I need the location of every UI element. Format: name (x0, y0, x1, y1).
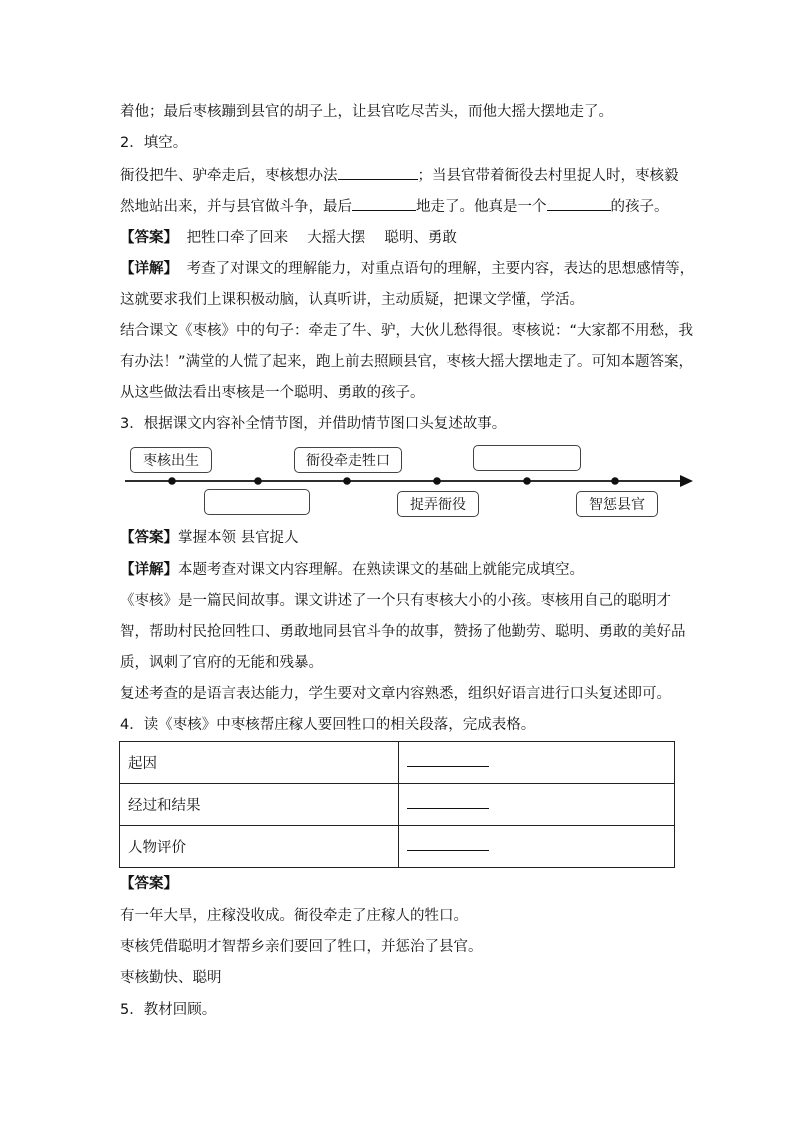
text-line: 枣核勤快、聪明 (120, 970, 222, 986)
fill-blank[interactable] (352, 196, 416, 211)
text-line: 有办法！”满堂的人慌了起来，跑上前去照顾县官，枣核大摇大摆地走了。可知本题答案， (120, 354, 694, 370)
cell-blank (407, 800, 489, 809)
timeline-point (433, 477, 441, 485)
answer-label: 【答案】 (120, 876, 178, 892)
table-row (120, 742, 675, 784)
table-cell-answer[interactable] (399, 784, 675, 826)
question-3: 3．根据课文内容补全情节图，并借助情节图口头复述故事。 (120, 416, 507, 432)
answer-text: 掌握本领 县官捉人 (178, 530, 299, 546)
timeline-point (168, 477, 176, 485)
timeline-point (254, 477, 262, 485)
answer-label: 【答案】 (120, 530, 178, 546)
text-line: 这就要求我们上课积极动脑，认真听讲，主动质疑，把课文学懂，学活。 (120, 292, 584, 308)
text-line: 结合课文《枣核》中的句子：牵走了牛、驴，大伙儿愁得很。枣核说：“大家都不用愁，我 (120, 323, 694, 339)
text-line: 质，讽刺了官府的无能和残暴。 (120, 655, 323, 671)
detail-3 (120, 560, 584, 580)
fill-line-2 (120, 196, 669, 217)
fill-text: 然地站出来，并与县官做斗争，最后 (120, 199, 352, 215)
fill-text: 衙役把牛、驴牵走后，枣核想办法 (120, 168, 338, 184)
table-row (120, 826, 675, 868)
detail-2 (120, 259, 694, 279)
text-line: 从这些做法看出枣核是一个聪明、勇敢的孩子。 (120, 385, 425, 401)
table-cell-label: 经过和结果 (120, 784, 399, 826)
detail-label: 【详解】 (120, 562, 178, 578)
timeline-box-punish: 智惩县官 (576, 491, 658, 517)
timeline-box-blank-bottom[interactable] (204, 489, 310, 515)
text-line: 复述考查的是语言表达能力，学生要对文章内容熟悉，组织好语言进行口头复述即可。 (120, 686, 671, 702)
question-2: 2．填空。 (120, 135, 188, 151)
text-line: 有一年大旱，庄稼没收成。衙役牵走了庄稼人的牲口。 (120, 908, 468, 924)
timeline-point (343, 477, 351, 485)
table-cell-label: 人物评价 (120, 826, 399, 868)
answer-label: 【答案】 (120, 230, 178, 246)
cell-blank (407, 842, 489, 851)
text-line: 智，帮助村民抢回牲口、勇敢地同县官斗争的故事，赞扬了他勤劳、聪明、勇敢的美好品 (120, 624, 686, 640)
table-cell-label: 起因 (120, 742, 399, 784)
fill-blank[interactable] (338, 165, 418, 180)
fill-line-1 (120, 165, 679, 186)
timeline-box-blank-top[interactable] (473, 445, 581, 471)
answer-3 (120, 528, 299, 548)
timeline-box-trick: 捉弄衙役 (397, 491, 479, 517)
timeline-point (611, 477, 619, 485)
text-line: 着他；最后枣核蹦到县官的胡子上，让县官吃尽苦头，而他大摇大摆地走了。 (120, 104, 613, 120)
question-5: 5．教材回顾。 (120, 1002, 217, 1018)
detail-text: 本题考查对课文内容理解。在熟读课文的基础上就能完成填空。 (178, 562, 584, 578)
text-line: 枣核凭借聪明才智帮乡亲们要回了牲口，并惩治了县官。 (120, 939, 483, 955)
table-row (120, 784, 675, 826)
detail-text: 考查了对课文的理解能力，对重点语句的理解，主要内容，表达的思想感情等， (186, 261, 695, 277)
timeline-point (523, 477, 531, 485)
answer-table (119, 741, 675, 868)
answer-2 (120, 228, 457, 248)
cell-blank (407, 758, 489, 767)
question-4: 4．读《枣核》中枣核帮庄稼人要回牲口的相关段落，完成表格。 (120, 717, 536, 733)
detail-label: 【详解】 (120, 261, 178, 277)
fill-blank[interactable] (547, 196, 611, 211)
timeline-box-birth: 枣核出生 (130, 447, 212, 473)
fill-text: 的孩子。 (610, 199, 669, 215)
table-cell-answer[interactable] (399, 826, 675, 868)
fill-text: 地走了。他真是一个 (416, 199, 547, 215)
table-cell-answer[interactable] (399, 742, 675, 784)
answer-text: 把牲口牵了回来 大摇大摆 聪明、勇敢 (186, 230, 457, 246)
text-line: 《枣核》是一篇民间故事。课文讲述了一个只有枣核大小的小孩。枣核用自己的聪明才 (120, 593, 671, 609)
timeline-box-seize: 衙役牵走牲口 (294, 447, 402, 473)
fill-text: ；当县官带着衙役去村里捉人时，枣核毅 (417, 168, 679, 184)
